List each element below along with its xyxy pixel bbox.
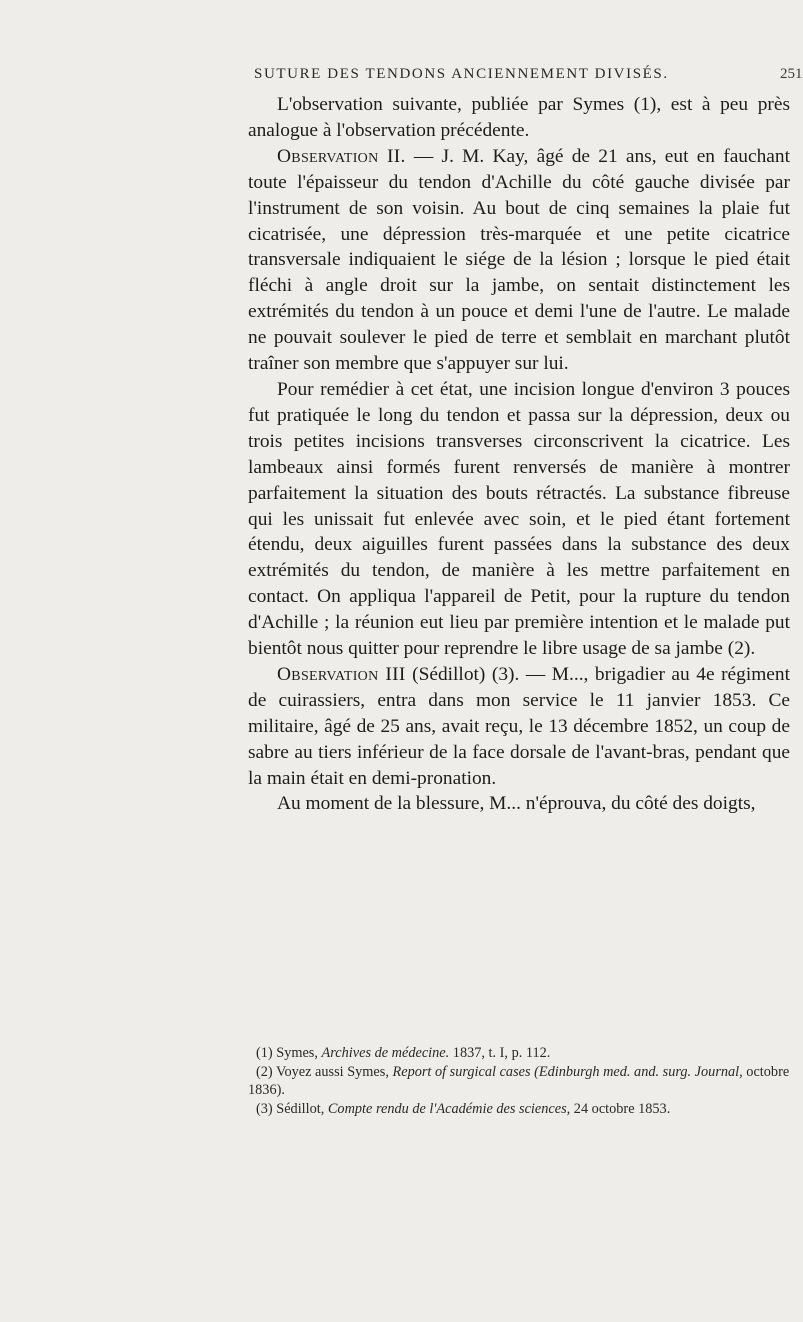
paragraph-observation-3 [248, 662, 790, 792]
paragraph-intro: L'observation suivante, publiée par Symes (1), est à peu près analogue à l'observation précédente. [248, 94, 790, 141]
observation-3-text: (Sédillot) (3). — M..., brigadier au 4e régiment de cuirassiers, entra dans mon service le 11 janvier 1853. Ce militaire, âgé de 25 ans, avait reçu, le 13 décembre 1852, un coup de sabre au tiers inférieur de la face dorsale de l'avant-bras, pendant que la main était en demi-pronation. [248, 663, 790, 789]
footnote-2-prefix: (2) Voyez aussi Symes, [256, 1063, 393, 1080]
footnote-1-title: Archives de médecine. [321, 1045, 450, 1061]
footnote-3 [248, 1100, 790, 1119]
paragraph-wound: Au moment de la blessure, M... n'éprouva, du côté des doigts, [277, 793, 756, 815]
footnote-1 [248, 1044, 790, 1063]
running-head [254, 66, 803, 86]
footnote-2-title: Report of surgical cases (Edinburgh med. and. surg. Journal, [392, 1063, 743, 1080]
paragraph-observation-2 [248, 144, 790, 377]
paragraph-procedure: Pour remédier à cet état, une incision longue d'environ 3 pouces fut pratiquée le long du tendon et passa sur la dépression, deux ou trois petites incisions transverses circonscrivent la cicatrice. Les lambeaux ainsi formés furent renversés de manière à montrer parfaitement la situation des bouts rétractés. La substance fibreuse qui les unissait fut enlevée avec soin, et le pied étant fortement étendu, deux aiguilles furent passées dans la substance des deux extrémités du tendon, de manière à les mettre parfaitement en contact. On appliqua l'appareil de Petit, pour la rupture du tendon d'Achille ; la réunion eut lieu par première intention et le malade put bientôt nous quitter pour reprendre le libre usage de sa jambe (2). [248, 378, 790, 660]
running-head-title: SUTURE DES TENDONS ANCIENNEMENT DIVISÉS. [254, 66, 669, 82]
footnote-2 [248, 1063, 790, 1100]
observation-2-label: Observation II. [277, 145, 406, 167]
footnote-1-prefix: (1) Symes, [256, 1045, 322, 1061]
footnote-2-suffix: octobre 1836). [248, 1063, 790, 1099]
observation-3-label: Observation III [277, 663, 406, 685]
page-number: 251 [780, 66, 803, 82]
footnotes [248, 1044, 790, 1118]
footnote-3-title: Compte rendu de l'Académie des sciences, [327, 1100, 571, 1117]
observation-2-text: — J. M. Kay, âgé de 21 ans, eut en fauchant toute l'épaisseur du tendon d'Achille du côté gauche divisée par l'instrument de son voisin. Au bout de cinq semaines la plaie fut cicatrisée, une dépression très-marquée et une petite cicatrice transversale indiquaient le siége de la lésion ; lorsque le pied était fléchi à angle droit sur la jambe, on sentait distinctement les extrémités du tendon à un pouce et demi l'une de l'autre. Le malade ne pouvait soulever le pied de terre et semblait en marchant plutôt traîner son membre que s'appuyer sur lui. [248, 145, 790, 375]
footnote-1-suffix: 1837, t. I, p. 112. [449, 1045, 551, 1061]
footnote-3-suffix: 24 octobre 1853. [570, 1100, 671, 1117]
main-text [248, 92, 790, 817]
footnote-3-prefix: (3) Sédillot, [256, 1100, 328, 1117]
